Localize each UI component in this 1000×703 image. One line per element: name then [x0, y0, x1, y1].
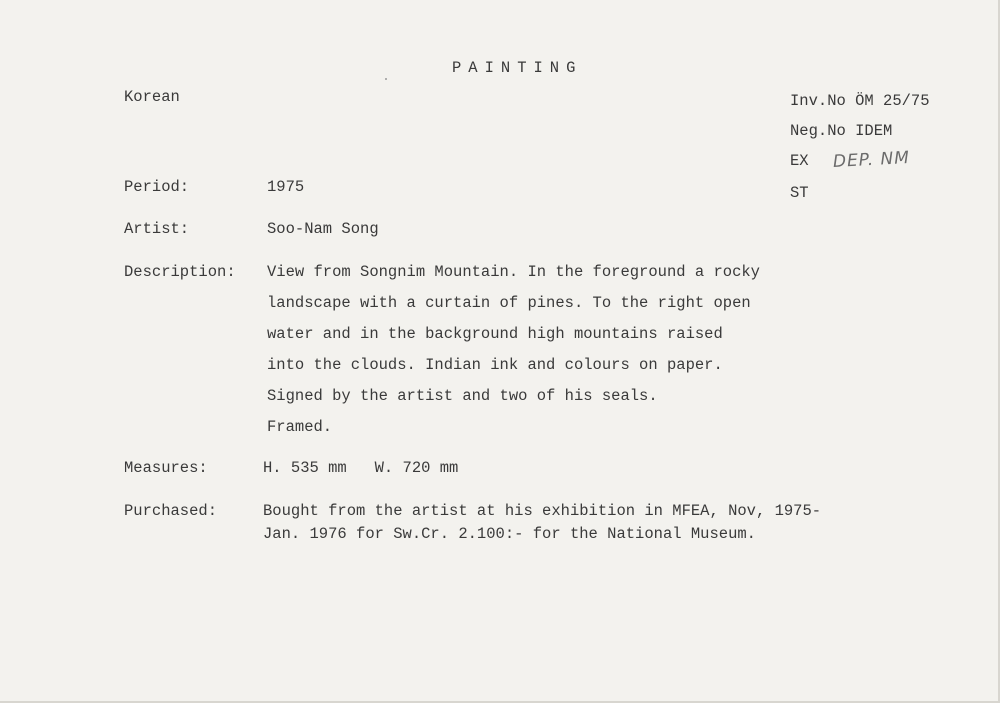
measures-value: H. 535 mm W. 720 mm — [263, 459, 459, 477]
card-heading: PAINTING — [452, 59, 583, 77]
ex-label: EX — [790, 152, 809, 170]
measures-label: Measures: — [124, 459, 208, 477]
artist-label: Artist: — [124, 220, 190, 238]
origin-label: Korean — [124, 88, 180, 106]
inventory-number: Inv.No ÖM 25/75 — [790, 92, 930, 110]
purchased-label: Purchased: — [124, 502, 218, 520]
st-label: ST — [790, 184, 809, 202]
description-line: into the clouds. Indian ink and colours on paper. — [267, 356, 723, 374]
artist-value: Soo-Nam Song — [267, 220, 379, 238]
ex-handwritten-note: DEP. NM — [832, 147, 911, 172]
negative-number: Neg.No IDEM — [790, 122, 893, 140]
period-value: 1975 — [267, 178, 305, 196]
description-line: Signed by the artist and two of his seals. — [267, 387, 658, 405]
description-line: Framed. — [267, 418, 333, 436]
description-line: View from Songnim Mountain. In the foreground a rocky — [267, 263, 760, 281]
purchased-line: Jan. 1976 for Sw.Cr. 2.100:- for the National Museum. — [263, 525, 756, 543]
purchased-line: Bought from the artist at his exhibition in MFEA, Nov, 1975- — [263, 502, 822, 520]
description-label: Description: — [124, 263, 236, 281]
description-line: water and in the background high mountains raised — [267, 325, 723, 343]
paper-speck — [385, 78, 387, 80]
period-label: Period: — [124, 178, 190, 196]
description-line: landscape with a curtain of pines. To the right open — [267, 294, 751, 312]
